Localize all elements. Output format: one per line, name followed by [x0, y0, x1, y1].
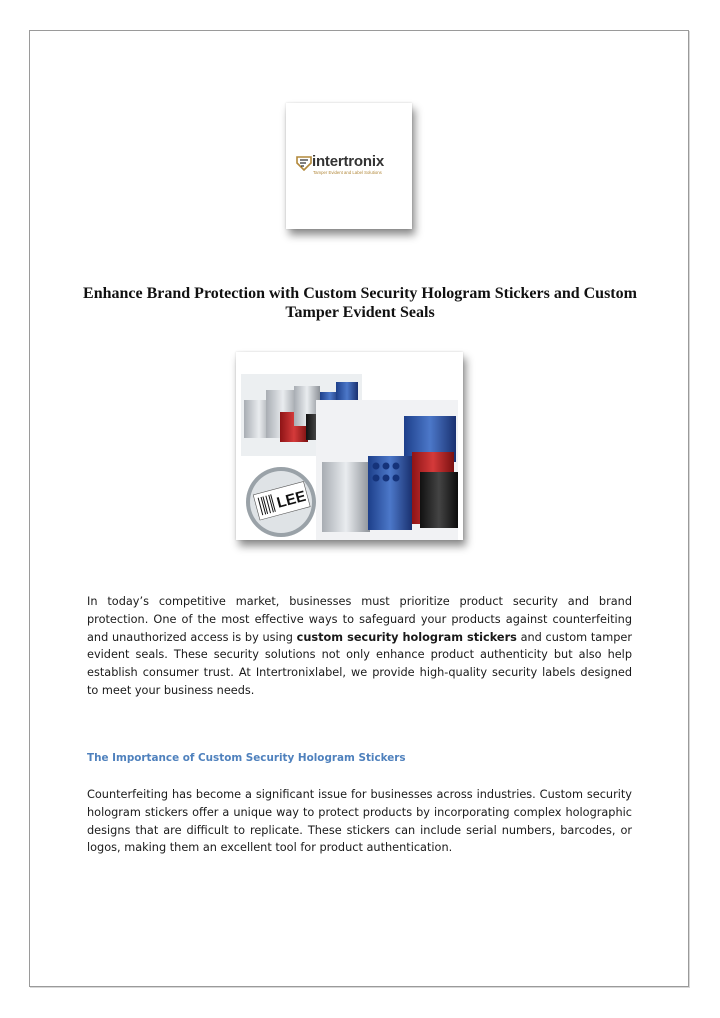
logo-card: [286, 103, 412, 229]
label-text: LEE: [275, 487, 308, 512]
logo-name: intertronix: [312, 153, 384, 170]
product-photo: [236, 352, 463, 540]
intro-paragraph: [87, 593, 632, 700]
logo-tagline: Tamper Evident and Label Solutions: [313, 170, 382, 175]
section-heading: The Importance of Custom Security Hologram Stickers: [87, 752, 406, 764]
intro-text-before: In today’s competitive market, businesses must prioritize product security and brand protection. One of the most effective ways to safeguard your products against counterfeiting and unauthorized access is by using: [87, 595, 632, 644]
security-hologram-stickers-link[interactable]: custom security hologram stickers: [296, 630, 517, 644]
section-paragraph: Counterfeiting has become a significant issue for businesses across industries. Custom security hologram stickers offer a unique way to protect products by incorporating complex holographic designs that are difficult to replicate. These stickers can include serial numbers, barcodes, or logos, making them an excellent tool for product authentication.: [87, 788, 632, 855]
security-label-rolls-image: [236, 352, 463, 540]
shield-logo-icon: [296, 155, 312, 171]
page-title: Enhance Brand Protection with Custom Security Hologram Stickers and Custom Tamper Evident Seals: [83, 285, 637, 321]
intro-text-after: and custom tamper evident seals. These security solutions not only enhance product authenticity but also help establish consumer trust. At Intertronixlabel, we provide high-quality security labels designed to meet your business needs.: [87, 630, 632, 697]
